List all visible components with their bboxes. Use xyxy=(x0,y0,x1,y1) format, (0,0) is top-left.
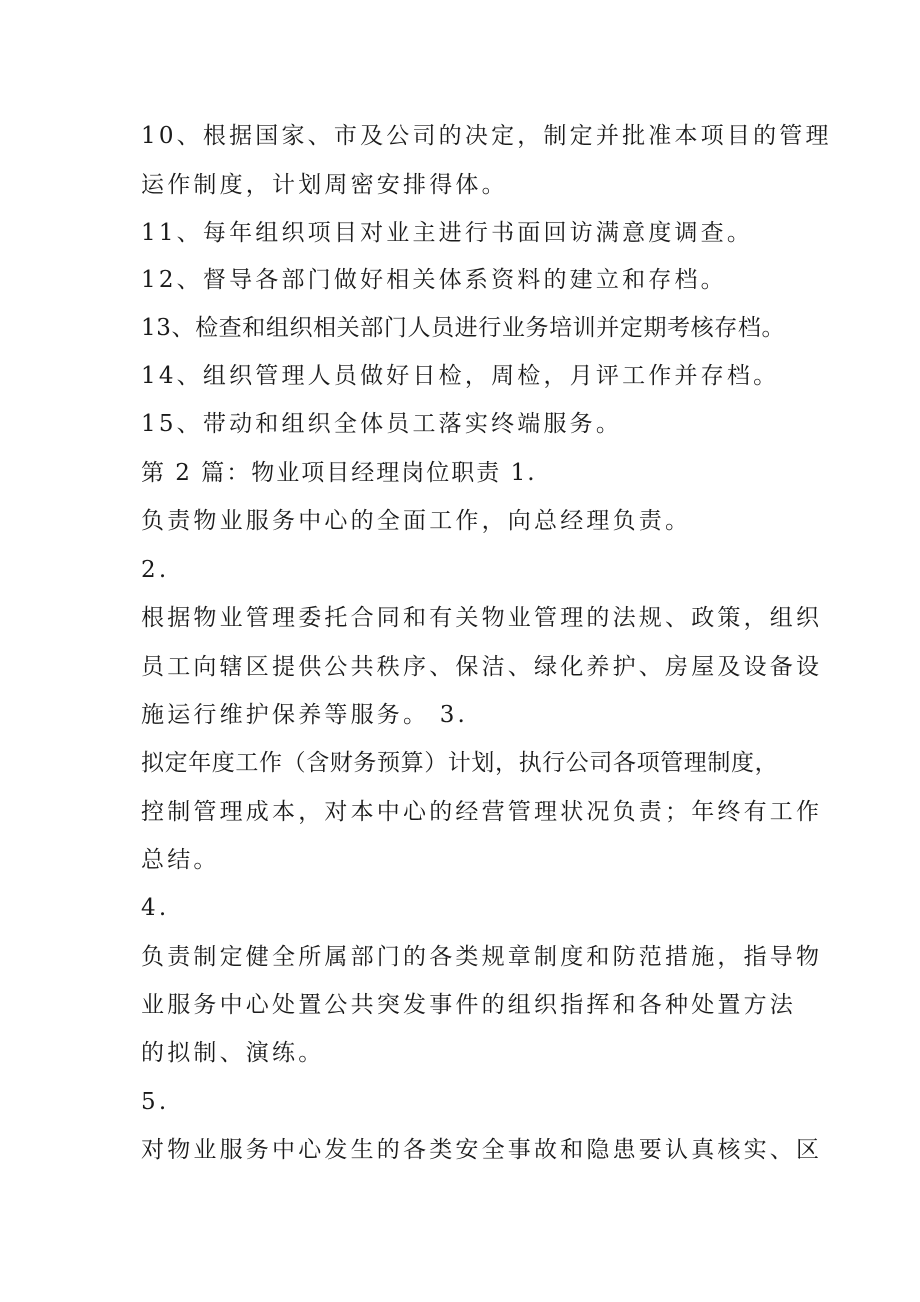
text-line: 负责物业服务中心的全面工作，向总经理负责。 xyxy=(141,508,692,534)
list-number: 5. xyxy=(141,1089,170,1115)
text-line: 对物业服务中心发生的各类安全事故和隐患要认真核实、区 xyxy=(141,1137,823,1163)
text-line: 总结。 xyxy=(141,847,220,873)
text-line: 员工向辖区提供公共秩序、保洁、绿化养护、房屋及设备设 xyxy=(141,654,823,680)
text-line: 14、组织管理人员做好日检，周检，月评工作并存档。 xyxy=(141,363,780,389)
text-line: 负责制定健全所属部门的各类规章制度和防范措施，指导物 xyxy=(141,944,823,970)
text-line: 的拟制、演练。 xyxy=(141,1040,325,1066)
text-line: 施运行维护保养等服务。 3. xyxy=(141,702,469,728)
text-line: 11、每年组织项目对业主进行书面回访满意度调查。 xyxy=(141,220,754,246)
text-line: 业服务中心处置公共突发事件的组织指挥和各种处置方法 xyxy=(141,992,796,1018)
text-line: 12、督导各部门做好相关体系资料的建立和存档。 xyxy=(141,267,727,293)
text-line: 拟定年度工作（含财务预算）计划，执行公司各项管理制度， xyxy=(141,750,779,776)
text-line: 13、检查和组织相关部门人员进行业务培训并定期考核存档。 xyxy=(141,315,786,341)
text-line: 15、带动和组织全体员工落实终端服务。 xyxy=(141,411,623,437)
section-heading: 第 2 篇：物业项目经理岗位职责 1. xyxy=(141,460,537,486)
text-line: 根据物业管理委托合同和有关物业管理的法规、政策，组织 xyxy=(141,605,823,631)
list-number: 4. xyxy=(141,895,170,921)
list-number: 2. xyxy=(141,557,170,583)
text-line: 运作制度，计划周密安排得体。 xyxy=(141,172,508,198)
text-line: 10、根据国家、市及公司的决定，制定并批准本项目的管理 xyxy=(141,123,832,149)
text-line: 控制管理成本，对本中心的经营管理状况负责；年终有工作 xyxy=(141,799,823,825)
